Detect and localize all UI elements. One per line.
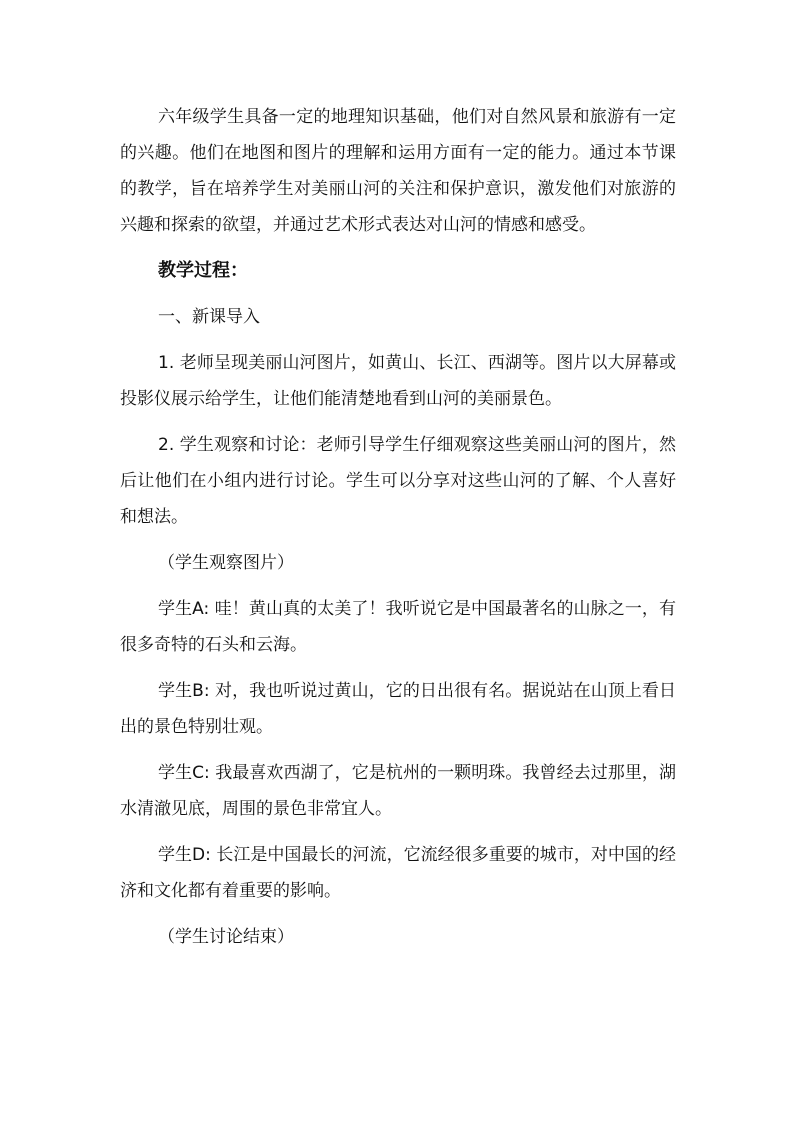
stage-direction-observe: （学生观察图片） — [158, 553, 294, 573]
document-body — [120, 99, 676, 965]
student-a-dialogue: 学生A: 哇！黄山真的太美了！我听说它是中国最著名的山脉之一，有很多奇特的石头和云海。 — [120, 599, 676, 655]
step-2-paragraph: 2. 学生观察和讨论：老师引导学生仔细观察这些美丽山河的图片，然后让他们在小组内进行讨论。学生可以分享对这些山河的了解、个人喜好和想法。 — [120, 435, 676, 527]
stage-direction-end: （学生讨论结束） — [158, 927, 294, 947]
section-heading: 教学过程： — [158, 260, 248, 281]
intro-paragraph: 六年级学生具备一定的地理知识基础，他们对自然风景和旅游有一定的兴趣。他们在地图和图片的理解和运用方面有一定的能力。通过本节课的教学，旨在培养学生对美丽山河的关注和保护意识，激发他们对旅游的兴趣和探索的欲望，并通过艺术形式表达对山河的情感和感受。 — [120, 107, 676, 235]
student-b-dialogue: 学生B: 对，我也听说过黄山，它的日出很有名。据说站在山顶上看日出的景色特别壮观。 — [120, 681, 676, 737]
step-1-paragraph: 1. 老师呈现美丽山河图片，如黄山、长江、西湖等。图片以大屏幕或投影仪展示给学生，让他们能清楚地看到山河的美丽景色。 — [120, 353, 676, 409]
student-d-dialogue: 学生D: 长江是中国最长的河流，它流经很多重要的城市，对中国的经济和文化都有着重要的影响。 — [120, 845, 676, 901]
student-c-dialogue: 学生C: 我最喜欢西湖了，它是杭州的一颗明珠。我曾经去过那里，湖水清澈见底，周围的景色非常宜人。 — [120, 763, 676, 819]
subsection-heading: 一、新课导入 — [158, 307, 260, 327]
